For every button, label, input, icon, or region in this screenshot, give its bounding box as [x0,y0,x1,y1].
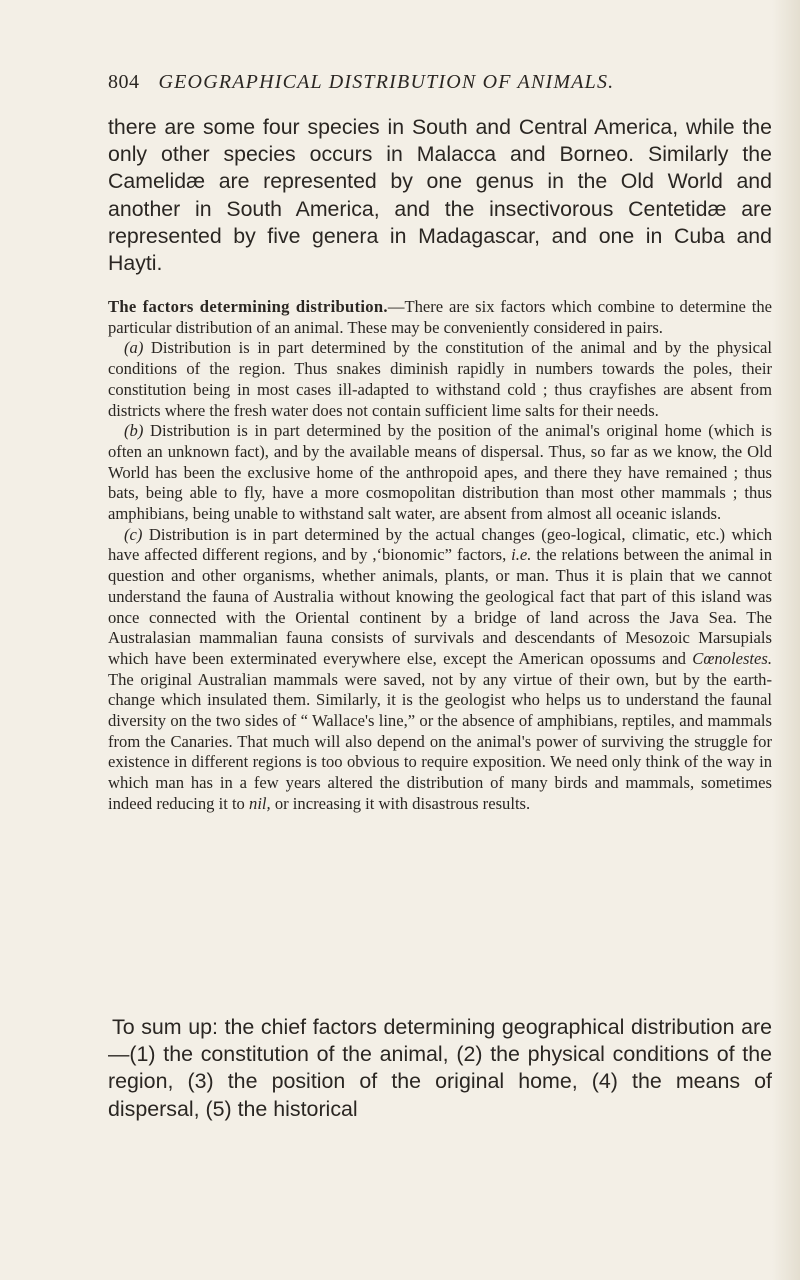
paragraph-c-nil: nil, [249,793,271,813]
paragraph-c-text-4: or increasing it with disastrous results. [270,793,531,813]
paragraph-c-genus: Cœnolestes. [692,648,772,668]
paragraph-c-ie: i.e. [511,545,532,565]
summary-paragraph: To sum up: the chief factors determining geographical distribution are—(1) the constitution of the animal, (2) the physical conditions of the region, (3) the position of the original home, (4) the means of dispersal, (5) the historical [108,1015,772,1121]
running-header [108,70,748,94]
paragraph-b-label: (b) [124,421,144,441]
paragraph-c-label: (c) [124,524,143,544]
section-heading: The factors determining distribution. [108,297,388,316]
section-lead-text: —There are six factors which combine to determine the particular distribution of an animal. These may be conveniently considered in pairs. [108,297,772,337]
intro-paragraph: there are some four species in South and Central America, while the only other species occurs in Malacca and Borneo. Similarly the Camelidæ are represented by one genus in the Old World and another in South America, and the insectivorous Centetidæ are represented by five genera in Madagascar, and one in Cuba and Hayti. [108,115,772,276]
page-edge-shadow [772,0,800,1280]
paragraph-c-text-3: The original Australian mammals were saved, not by any virtue of their own, but by the earth-change which insulated them. Similarly, it is the geologist who helps us to understand the faunal diversity on the two sides of “ Wallace's line,” or the absence of amphibians, reptiles, and mammals from the Canaries. That much will also depend on the animal's power of surviving the struggle for existence in different regions is too obvious to require exposition. We need only think of the way in which man has in a few years altered the distribution of many birds and mammals, sometimes indeed reducing it to [108,669,772,813]
paragraph-b-text: Distribution is in part determined by the position of the animal's original home (which is often an unknown fact), and by the available means of dispersal. Thus, so far as we know, the Old World has been the exclusive home of the anthropoid apes, and there they have remained ; thus bats, being able to fly, have a more cosmopolitan distribution than most other mammals ; thus amphibians, being unable to withstand salt water, are absent from almost all oceanic islands. [108,421,772,524]
paragraph-c-text-2: the relations between the animal in question and other organisms, whether animals, plants, or man. Thus it is plain that we cannot understand the fauna of Australia without knowing the geological fact that part of this island was once connected with the Oriental continent by a bridge of land across the Java Sea. The Australasian mammalian fauna consists of survivals and descendants of Mesozoic Marsupials which have been exterminated everywhere else, except the American opossums and [108,545,772,668]
running-title: GEOGRAPHICAL DISTRIBUTION OF ANIMALS. [158,71,615,93]
paragraph-b [108,421,772,525]
factors-section [108,297,772,815]
paragraph-a [108,338,772,421]
page-number: 804 [108,71,140,93]
paragraph-c [108,525,772,815]
paragraph-a-label: (a) [124,338,144,358]
section-lead-paragraph [108,297,772,338]
paragraph-c-text-1: Distribution is in part determined by the actual changes (geo-logical, climatic, etc.) which have affected different regions, and by ,‘bionomic” factors, [108,524,772,565]
paragraph-a-text: Distribution is in part determined by the constitution of the animal and by the physical conditions of the region. Thus snakes diminish rapidly in numbers towards the poles, their constitution being in most cases ill-adapted to withstand cold ; thus crayfishes are absent from districts where the fresh water does not contain sufficient lime salts for their needs. [108,338,772,420]
